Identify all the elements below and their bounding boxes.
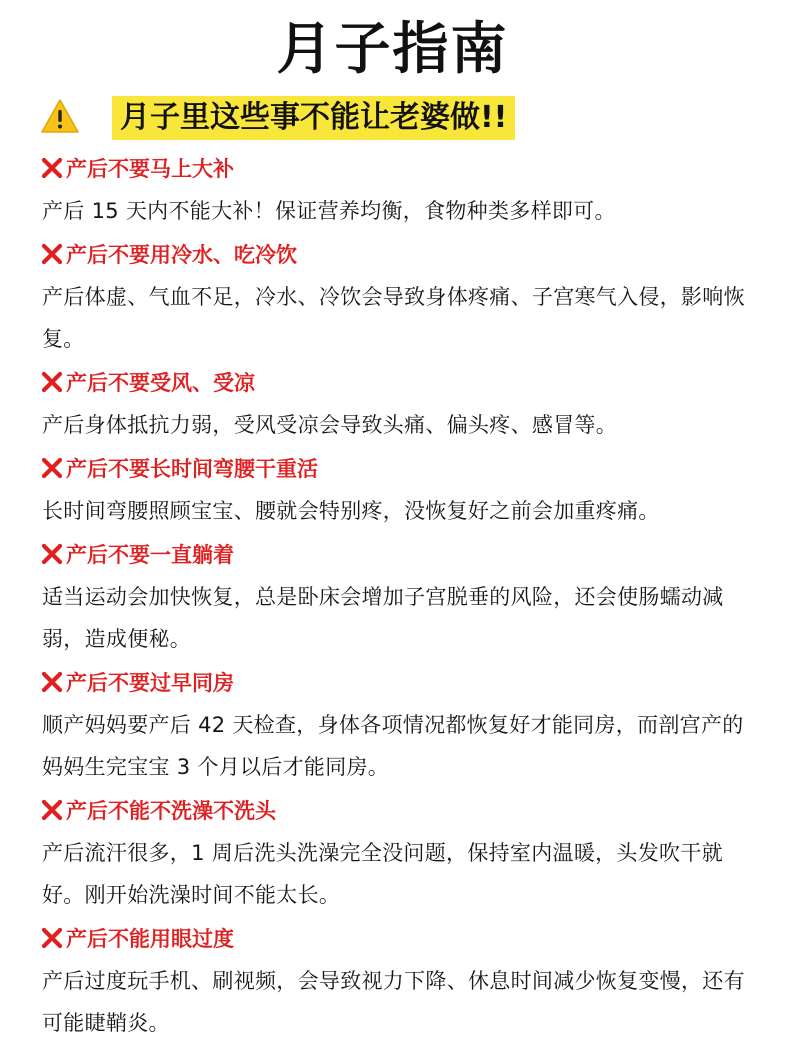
section-heading-text: 产后不能用眼过度 [66,927,234,951]
section-2 [40,236,752,362]
red-cross-icon [40,456,64,480]
red-cross-icon [40,242,64,266]
section-body: 产后过度玩手机、刷视频，会导致视力下降、休息时间减少恢复变慢，还有可能睫鞘炎。 [42,969,745,1035]
section-heading [40,792,752,828]
red-cross-icon [40,926,64,950]
red-cross-icon [40,542,64,566]
section-body: 顺产妈妈要产后 42 天检查，身体各项情况都恢复好才能同房，而剖宫产的妈妈生完宝宝 3 个月以后才能同房。 [42,713,744,779]
section-4 [40,450,752,534]
sections-list [40,148,752,1046]
section-heading-text: 产后不要过早同房 [66,671,234,695]
section-7 [40,792,752,918]
section-body: 适当运动会加快恢复，总是卧床会增加子宫脱垂的风险，还会使肠蠕动减弱，造成便秘。 [42,585,724,651]
section-heading-text: 产后不要用冷水、吃冷饮 [66,243,297,267]
red-cross-icon [40,370,64,394]
section-1 [40,150,752,234]
section-heading [40,536,752,572]
section-heading [40,236,752,272]
section-body: 长时间弯腰照顾宝宝、腰就会特别疼，没恢复好之前会加重疼痛。 [42,499,660,523]
section-heading-text: 产后不要一直躺着 [66,543,234,567]
section-body: 产后体虚、气血不足，冷水、冷饮会导致身体疼痛、子宫寒气入侵，影响恢复。 [42,285,745,351]
warning-triangle-icon [40,98,80,134]
page-title: 月子指南 [276,17,509,82]
section-heading [40,450,752,486]
section-heading [40,664,752,700]
red-cross-icon [40,798,64,822]
section-heading-text: 产后不要长时间弯腰干重活 [66,457,318,481]
section-body: 产后身体抵抗力弱，受风受凉会导致头痛、偏头疼、感冒等。 [42,413,618,437]
section-3 [40,364,752,448]
red-cross-icon [40,156,64,180]
section-heading [40,920,752,956]
section-body: 产后 15 天内不能大补！保证营养均衡，食物种类多样即可。 [42,199,616,223]
section-heading-text: 产后不要马上大补 [66,157,234,181]
section-heading [40,364,752,400]
section-8 [40,920,752,1046]
red-cross-icon [40,670,64,694]
section-heading-text: 产后不能不洗澡不洗头 [66,799,276,823]
section-heading [40,150,752,186]
subtitle-row [40,96,740,142]
subtitle-highlight: 月子里这些事不能让老婆做!! [112,96,515,140]
section-body: 产后流汗很多，1 周后洗头洗澡完全没问题，保持室内温暖，头发吹干就好。刚开始洗澡时间不能太长。 [42,841,723,907]
section-5 [40,536,752,662]
section-heading-text: 产后不要受风、受凉 [66,371,255,395]
section-6 [40,664,752,790]
